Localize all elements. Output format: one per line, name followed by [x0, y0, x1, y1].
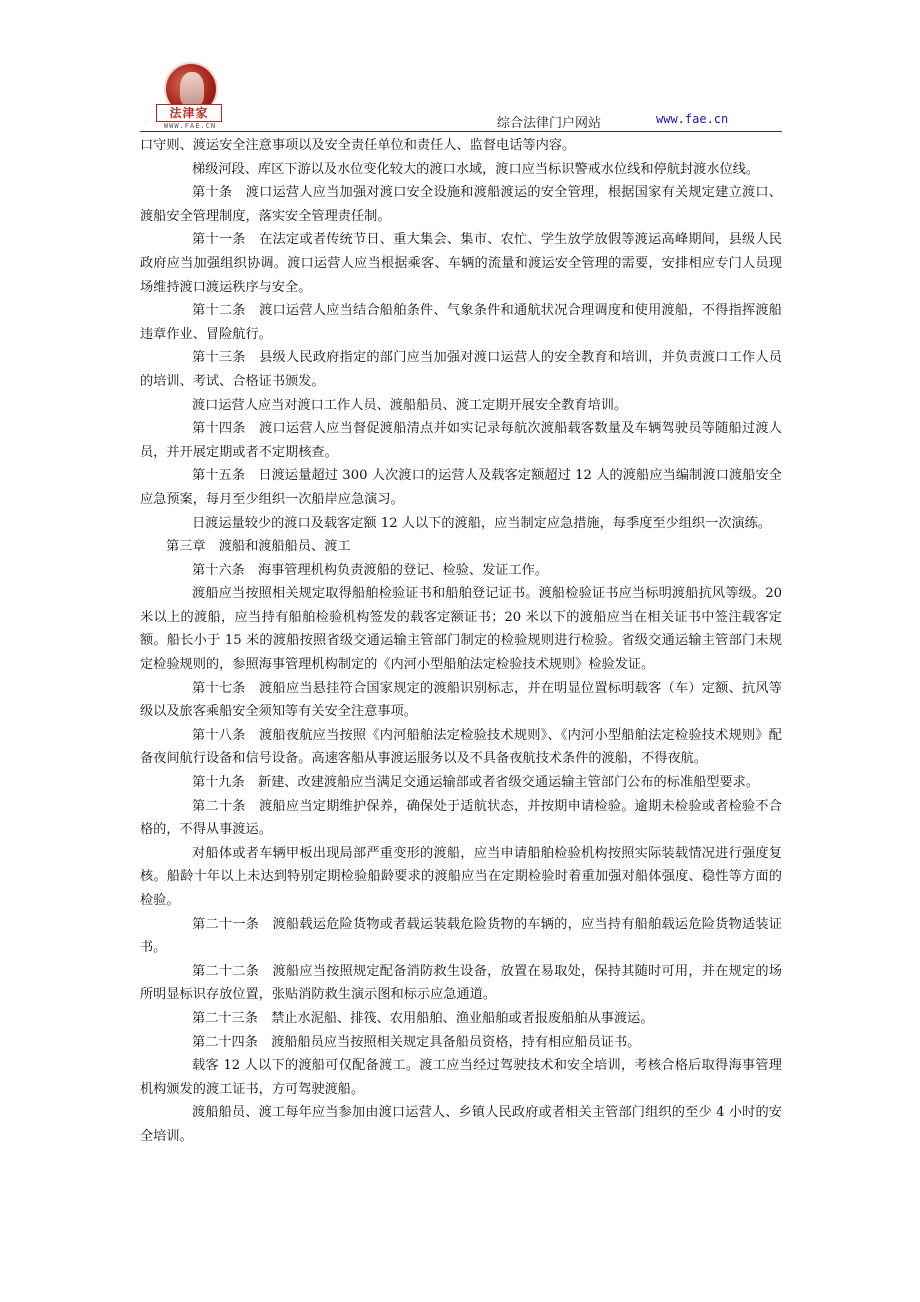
- article-paragraph: 第十九条 新建、改建渡船应当满足交通运输部或者省级交通运输主管部门公布的标准船型要求。: [192, 775, 760, 791]
- article-paragraph: 渡口运营人应当对渡口工作人员、渡船船员、渡工定期开展安全教育培训。: [192, 397, 628, 413]
- logo-text: 法津家: [156, 104, 222, 122]
- chapter-heading: 第三章 渡船和渡船船员、渡工: [166, 539, 351, 555]
- article-paragraph: 第十二条 渡口运营人应当结合船舶条件、气象条件和通航状况合理调度和使用渡船，不得指挥渡船违章作业、冒险航行。: [140, 303, 782, 342]
- page-header: [140, 60, 782, 132]
- document-body: [140, 134, 782, 1149]
- article-paragraph: 第十条 渡口运营人应当加强对渡口安全设施和渡船渡运的安全管理，根据国家有关规定建立渡口、渡船安全管理制度，落实安全管理责任制。: [140, 185, 782, 224]
- article-paragraph: 第二十二条 渡船应当按照规定配备消防救生设备，放置在易取处，保持其随时可用，并在规定的场所明显标识存放位置，张贴消防救生演示图和标示应急通道。: [140, 963, 782, 1003]
- article-paragraph: 渡船船员、渡工每年应当参加由渡口运营人、乡镇人民政府或者相关主管部门组织的至少 4 小时的安全培训。: [140, 1105, 782, 1144]
- article-paragraph: 第十三条 县级人民政府指定的部门应当加强对渡口运营人的安全教育和培训，并负责渡口工作人员的培训、考试、合格证书颁发。: [140, 350, 782, 389]
- article-paragraph: 第十七条 渡船应当悬挂符合国家规定的渡船识别标志，并在明显位置标明载客（车）定额、抗风等级以及旅客乘船安全须知等有关安全注意事项。: [140, 680, 782, 720]
- article-paragraph: 第十五条 日渡运量超过 300 人次渡口的运营人及载客定额超过 12 人的渡船应当编制渡口渡船安全应急预案，每月至少组织一次船岸应急演习。: [140, 468, 782, 507]
- article-paragraph: 第二十条 渡船应当定期维护保养，确保处于适航状态，并按期申请检验。逾期未检验或者检验不合格的，不得从事渡运。: [140, 798, 782, 838]
- article-paragraph: 渡船应当按照相关规定取得船舶检验证书和船舶登记证书。渡船检验证书应当标明渡船抗风等级。20 米以上的渡船，应当持有船舶检验机构签发的载客定额证书；20 米以下的渡船应当在相关证书中签注载客定额。船长小于 15 米的渡船按照省级交通运输主管部门制定的检验规则进行检验。省级交通运输主管部门未规定检验规则的，参照海事管理机构制定的《内河小型船舶法定检验技术规则》检验发证。: [140, 586, 782, 673]
- article-paragraph: 第十一条 在法定或者传统节日、重大集会、集市、农忙、学生放学放假等渡运高峰期间，县级人民政府应当加强组织协调。渡口运营人应当根据乘客、车辆的流量和渡运安全管理的需要，安排相应专门人员现场维持渡口渡运秩序与安全。: [140, 232, 782, 295]
- site-url-link[interactable]: www.fae.cn: [656, 112, 729, 126]
- article-paragraph: 第十四条 渡口运营人应当督促渡船清点并如实记录每航次渡船载客数量及车辆驾驶员等随船过渡人员，并开展定期或者不定期核查。: [140, 421, 782, 460]
- article-paragraph: 载客 12 人以下的渡船可仅配备渡工。渡工应当经过驾驶技术和安全培训，考核合格后取得海事管理机构颁发的渡工证书，方可驾驶渡船。: [140, 1058, 782, 1097]
- article-paragraph: 第二十三条 禁止水泥船、排筏、农用船舶、渔业船舶或者报废船舶从事渡运。: [192, 1010, 654, 1026]
- article-paragraph: 对船体或者车辆甲板出现局部严重变形的渡船，应当申请船舶检验机构按照实际装载情况进行强度复核。船龄十年以上未达到特别定期检验船龄要求的渡船应当在定期检验时着重加强对船体强度、稳性等方面的检验。: [140, 845, 782, 908]
- site-logo[interactable]: [156, 64, 228, 130]
- article-paragraph: 第十六条 海事管理机构负责渡船的登记、检验、发证工作。: [192, 562, 549, 578]
- article-paragraph: 第二十一条 渡船载运危险货物或者载运装载危险货物的车辆的，应当持有船舶载运危险货物适装证书。: [140, 916, 782, 956]
- logo-bust-icon: [180, 72, 204, 106]
- article-paragraph: 口守则、渡运安全注意事项以及安全责任单位和责任人、监督电话等内容。: [140, 138, 576, 153]
- header-divider: [140, 131, 782, 132]
- site-name: 综合法律门户网站: [497, 116, 602, 131]
- logo-url: WWW.FAE.CN: [163, 122, 217, 130]
- article-paragraph: 日渡运量较少的渡口及载客定额 12 人以下的渡船，应当制定应急措施，每季度至少组织一次演练。: [192, 515, 772, 531]
- article-paragraph: 第二十四条 渡船船员应当按照相关规定具备船员资格，持有相应船员证书。: [192, 1034, 641, 1050]
- article-paragraph: 第十八条 渡船夜航应当按照《内河船舶法定检验技术规则》、《内河小型船舶法定检验技术规则》配备夜间航行设备和信号设备。高速客船从事渡运服务以及不具备夜航技术条件的渡船，不得夜航。: [140, 727, 782, 767]
- article-paragraph: 梯级河段、库区下游以及水位变化较大的渡口水域，渡口应当标识警戒水位线和停航封渡水位线。: [192, 161, 760, 177]
